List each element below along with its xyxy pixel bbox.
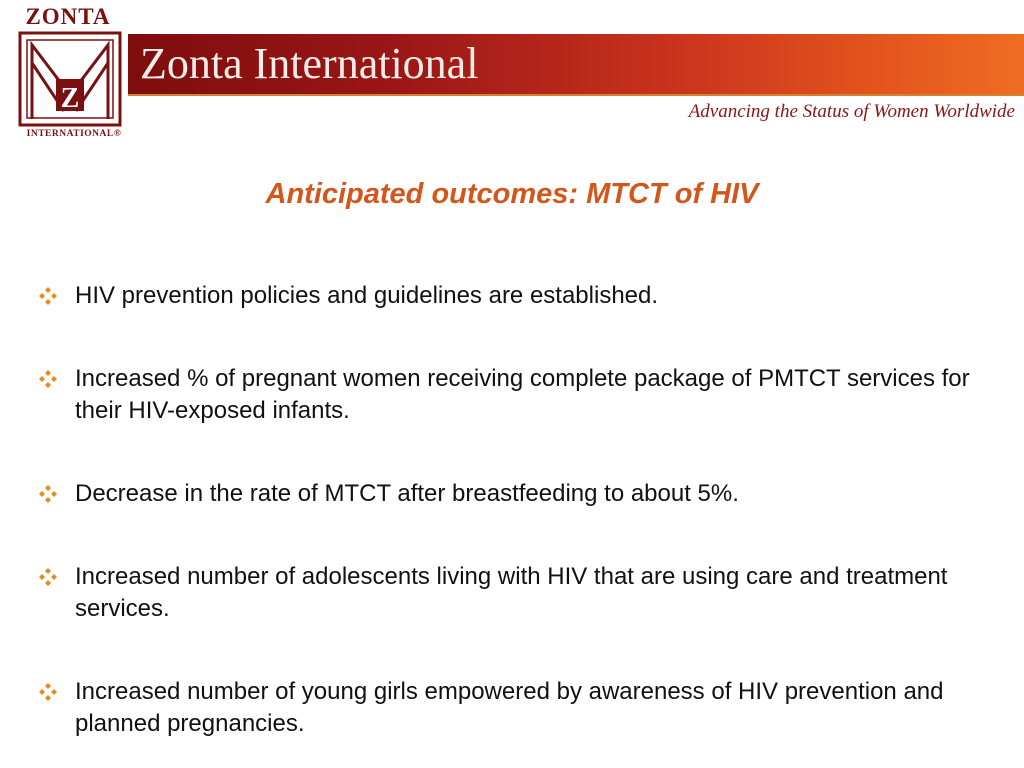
diamond-bullet-icon <box>38 280 75 311</box>
slide-title: Anticipated outcomes: MTCT of HIV <box>265 178 759 210</box>
bullet-item <box>38 478 998 510</box>
header-tagline: Advancing the Status of Women Worldwide <box>688 101 1015 122</box>
emblem-letter: Z <box>60 83 80 114</box>
bullet-text: Increased number of young girls empowered by awareness of HIV prevention and planned pregnancies. <box>75 678 944 737</box>
bullet-item <box>38 280 998 312</box>
logo-wordmark-bottom: INTERNATIONAL® <box>26 129 122 139</box>
header-title: Zonta International <box>140 39 479 88</box>
diamond-bullet-icon <box>38 478 75 509</box>
bullet-text: Increased % of pregnant women receiving complete package of PMTCT services for their HIV-exposed infants. <box>75 365 970 424</box>
diamond-bullet-icon <box>38 676 75 707</box>
diamond-bullet-icon <box>38 561 75 592</box>
bullet-text: Increased number of adolescents living with HIV that are using care and treatment services. <box>75 563 948 622</box>
zonta-logo <box>0 0 136 150</box>
bullet-item <box>38 363 998 427</box>
bullet-text: Decrease in the rate of MTCT after breastfeeding to about 5%. <box>75 480 739 507</box>
bullet-item <box>38 676 998 740</box>
logo-wordmark-top: ZONTA <box>25 4 111 29</box>
bullet-text: HIV prevention policies and guidelines are established. <box>75 282 659 309</box>
bullet-item <box>38 561 998 625</box>
zonta-emblem-icon <box>18 31 122 127</box>
banner-divider <box>128 94 1024 96</box>
diamond-bullet-icon <box>38 363 75 394</box>
